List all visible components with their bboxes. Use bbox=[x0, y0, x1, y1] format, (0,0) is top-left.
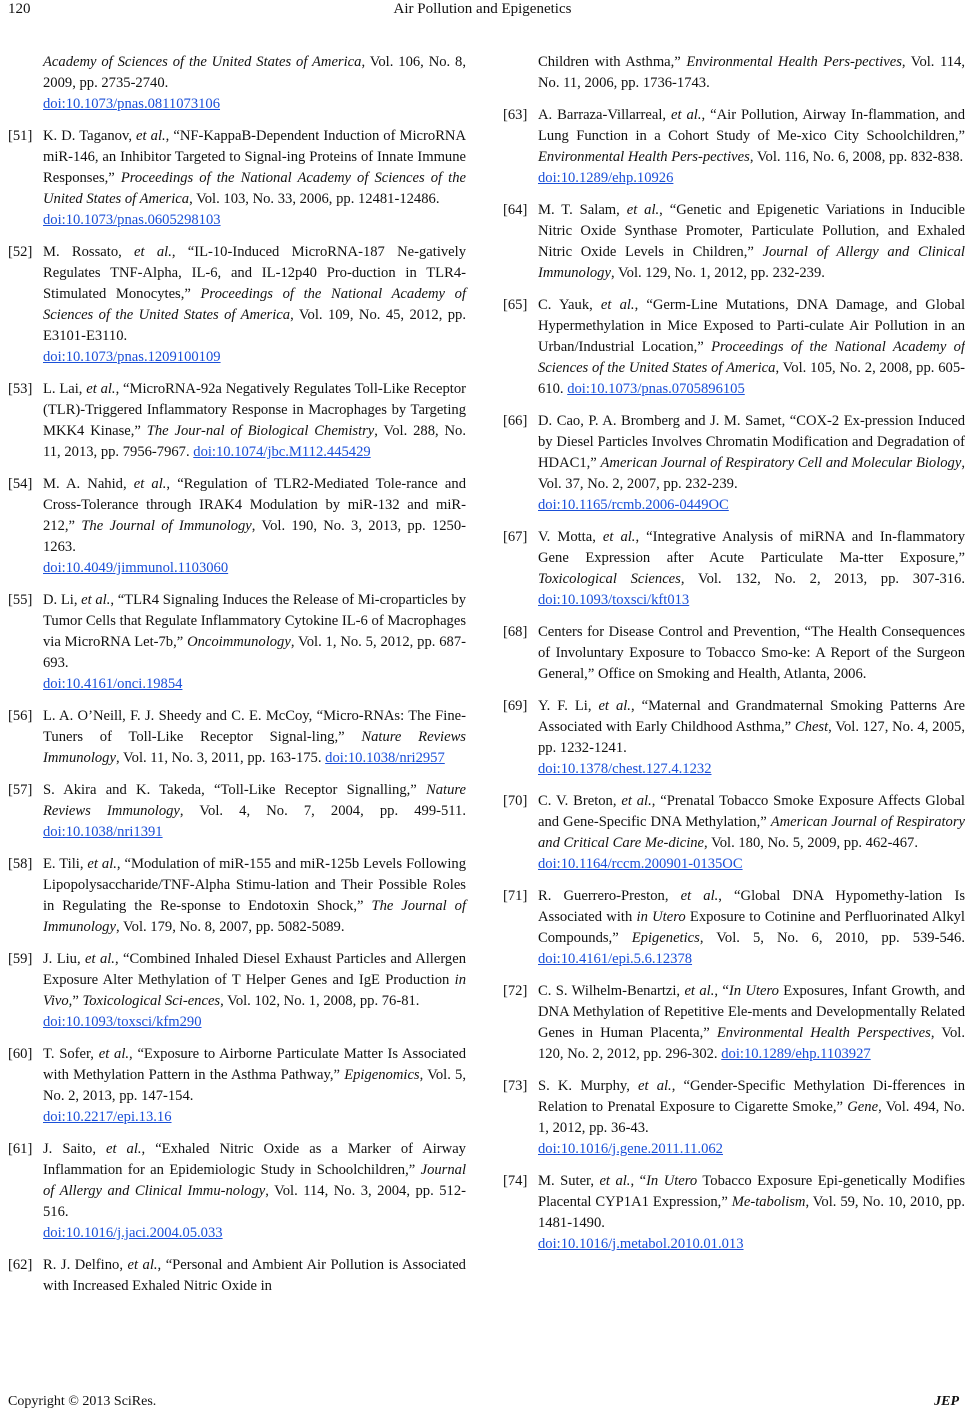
reference-text: M. Suter, et al., “In Utero Tobacco Exposure Epi-genetically Modifies Placental CYP1A1 Expression,” Me-tabolism, Vol. 59, No. 10, 2010, pp. 1481-1490. bbox=[538, 1173, 965, 1231]
reference-number: [51] bbox=[8, 128, 33, 144]
reference-number: [61] bbox=[8, 1141, 33, 1157]
doi-link[interactable]: doi:10.1165/rcmb.2006-0449OC bbox=[538, 497, 729, 513]
reference-entry bbox=[8, 1255, 466, 1297]
reference-entry bbox=[503, 791, 965, 875]
doi-link[interactable]: doi:10.1074/jbc.M112.445429 bbox=[193, 444, 371, 460]
reference-number: [72] bbox=[503, 983, 528, 999]
reference-text: D. Li, et al., “TLR4 Signaling Induces the Release of Mi-croparticles by Tumor Cells that Regulate Inflammatory Cytokine IL-6 of Macrophages via MicroRNA Let-7b,” Oncoimmunology, Vol. 1, No. 5, 2012, pp. 687-693. bbox=[43, 592, 466, 671]
reference-text: V. Motta, et al., “Integrative Analysis of miRNA and In-flammatory Gene Expression after Acute Particulate Ma-tter Exposure,” Toxicological Sciences, Vol. 132, No. 2, 2013, pp. 307-316. bbox=[538, 529, 965, 587]
reference-text: M. Rossato, et al., “IL-10-Induced MicroRNA-187 Ne-gatively Regulates TNF-Alpha, IL-6, and IL-12p40 Pro-duction in TLR4-Stimulated Monocytes,” Proceedings of the National Academy of Sciences of the United States of America, Vol. 109, No. 45, 2012, pp. E3101-E3110. bbox=[43, 244, 467, 344]
reference-number: [68] bbox=[503, 624, 528, 640]
doi-link[interactable]: doi:10.1073/pnas.0705896105 bbox=[567, 381, 745, 397]
reference-text: K. D. Taganov, et al., “NF-KappaB-Dependent Induction of MicroRNA miR-146, an Inhibitor Targeted to Signal-ing Proteins of Innate Immune Responses,” Proceedings of the National Academy of Sciences of the United States of America, Vol. 103, No. 33, 2006, pp. 12481-12486. bbox=[43, 128, 467, 207]
reference-number: [59] bbox=[8, 951, 33, 967]
copyright-notice: Copyright © 2013 SciRes. bbox=[8, 1394, 157, 1409]
reference-text: Centers for Disease Control and Prevention, “The Health Consequences of Involuntary Exposure to Tobacco Smo-ke: A Report of the Surgeon General,” Office on Smoking and Health, Atlanta, 2006. bbox=[538, 624, 965, 682]
reference-text: Academy of Sciences of the United States of America, Vol. 106, No. 8, 2009, pp. 2735-2740. bbox=[43, 54, 467, 91]
reference-entry bbox=[8, 590, 466, 695]
doi-link[interactable]: doi:10.1016/j.jaci.2004.05.033 bbox=[43, 1225, 223, 1241]
doi-link[interactable]: doi:10.2217/epi.13.16 bbox=[43, 1109, 172, 1125]
reference-text: S. Akira and K. Takeda, “Toll-Like Receptor Signalling,” Nature Reviews Immunology, Vol. 4, No. 7, 2004, pp. 499-511. bbox=[43, 782, 466, 819]
reference-entry bbox=[8, 126, 466, 231]
doi-link[interactable]: doi:10.1378/chest.127.4.1232 bbox=[538, 761, 712, 777]
reference-number: [55] bbox=[8, 592, 33, 608]
reference-number: [65] bbox=[503, 297, 528, 313]
reference-number: [69] bbox=[503, 698, 528, 714]
reference-entry bbox=[8, 379, 466, 463]
reference-number: [66] bbox=[503, 413, 528, 429]
references-left-column bbox=[8, 52, 466, 1308]
reference-text: J. Liu, et al., “Combined Inhaled Diesel Exhaust Particles and Allergen Exposure Alter Methylation of T Helper Genes and IgE Production in Vivo,” Toxicological Sci-ences, Vol. 102, No. 1, 2008, pp. 76-81. bbox=[43, 951, 467, 1009]
reference-entry bbox=[8, 780, 466, 843]
page-header bbox=[0, 0, 965, 30]
reference-entry bbox=[503, 200, 965, 284]
page-number: 120 bbox=[8, 1, 31, 17]
reference-entry bbox=[8, 949, 466, 1033]
reference-number: [73] bbox=[503, 1078, 528, 1094]
reference-number: [64] bbox=[503, 202, 528, 218]
reference-number: [70] bbox=[503, 793, 528, 809]
doi-link[interactable]: doi:10.1016/j.gene.2011.11.062 bbox=[538, 1141, 723, 1157]
reference-text: S. K. Murphy, et al., “Gender-Specific Methylation Di-fferences in Relation to Prenatal Exposure to Cigarette Smoke,” Gene, Vol. 494, No. 1, 2012, pp. 36-43. bbox=[538, 1078, 965, 1136]
reference-number: [71] bbox=[503, 888, 528, 904]
doi-link[interactable]: doi:10.1093/toxsci/kft013 bbox=[538, 592, 690, 608]
reference-text: D. Cao, P. A. Bromberg and J. M. Samet, “COX-2 Ex-pression Induced by Diesel Particles Involves Chromatin Modification and Degradation of HDAC1,” American Journal of Respiratory Cell and Molecular Biology, Vol. 37, No. 2, 2007, pp. 232-239. bbox=[538, 413, 965, 492]
reference-entry bbox=[503, 1076, 965, 1160]
doi-link[interactable]: doi:10.1093/toxsci/kfm290 bbox=[43, 1014, 202, 1030]
reference-text: C. Yauk, et al., “Germ-Line Mutations, DNA Damage, and Global Hypermethylation in Mice Exposed to Parti-culate Air Pollution in an Urban/Industrial Location,” Proceedings of the National Academy of Sciences of the United States of America, Vol. 105, No. 2, 2008, pp. 605-610. bbox=[538, 297, 965, 397]
reference-text: L. A. O’Neill, F. J. Sheedy and C. E. McCoy, “Micro-RNAs: The Fine-Tuners of Toll-Like Receptor Signal-ling,” Nature Reviews Immunology, Vol. 11, No. 3, 2011, pp. 163-175. bbox=[43, 708, 466, 766]
reference-text: R. Guerrero-Preston, et al., “Global DNA Hypomethy-lation Is Associated with in Utero Exposure to Cotinine and Perfluorinated Alkyl Compounds,” Epigenetics, Vol. 5, No. 6, 2010, pp. 539-546. bbox=[538, 888, 965, 946]
reference-number: [58] bbox=[8, 856, 33, 872]
reference-text: A. Barraza-Villarreal, et al., “Air Pollution, Airway In-flammation, and Lung Function in a Cohort Study of Me-xico City Schoolchildren,” Environmental Health Pers-pectives, Vol. 116, No. 6, 2008, pp. 832-838. bbox=[538, 107, 965, 165]
doi-link[interactable]: doi:10.1289/ehp.10926 bbox=[538, 170, 674, 186]
reference-entry bbox=[503, 105, 965, 189]
reference-text: C. V. Breton, et al., “Prenatal Tobacco Smoke Exposure Affects Global and Gene-Specific DNA Methylation,” American Journal of Respiratory and Critical Care Me-dicine, Vol. 180, No. 5, 2009, pp. 462-467. bbox=[538, 793, 965, 851]
reference-entry bbox=[8, 1044, 466, 1128]
running-title: Air Pollution and Epigenetics bbox=[393, 1, 572, 17]
reference-entry bbox=[8, 1139, 466, 1244]
doi-link[interactable]: doi:10.1073/pnas.0605298103 bbox=[43, 212, 221, 228]
reference-text: E. Tili, et al., “Modulation of miR-155 and miR-125b Levels Following Lipopolysaccharide/TNF-Alpha Stimu-lation and Their Possible Roles in Regulating the Re-sponse to Endotoxin Shock,” The Journal of Immunology, Vol. 179, No. 8, 2007, pp. 5082-5089. bbox=[43, 856, 466, 935]
reference-number: [52] bbox=[8, 244, 33, 260]
reference-entry bbox=[503, 1171, 965, 1255]
reference-number: [63] bbox=[503, 107, 528, 123]
reference-number: [53] bbox=[8, 381, 33, 397]
reference-number: [62] bbox=[8, 1257, 33, 1273]
reference-number: [57] bbox=[8, 782, 33, 798]
reference-entry bbox=[503, 52, 965, 94]
reference-entry bbox=[503, 622, 965, 685]
reference-number: [54] bbox=[8, 476, 33, 492]
doi-link[interactable]: doi:10.1289/ehp.1103927 bbox=[721, 1046, 871, 1062]
doi-link[interactable]: doi:10.1164/rccm.200901-0135OC bbox=[538, 856, 743, 872]
reference-text: Y. F. Li, et al., “Maternal and Grandmaternal Smoking Patterns Are Associated with Early Childhood Asthma,” Chest, Vol. 127, No. 4, 2005, pp. 1232-1241. bbox=[538, 698, 965, 756]
reference-entry bbox=[503, 295, 965, 400]
doi-link[interactable]: doi:10.1038/nri1391 bbox=[43, 824, 163, 840]
reference-text: T. Sofer, et al., “Exposure to Airborne Particulate Matter Is Associated with Methylation Pattern in the Asthma Pathway,” Epigenomics, Vol. 5, No. 2, 2013, pp. 147-154. bbox=[43, 1046, 466, 1104]
references-right-column bbox=[503, 52, 965, 1266]
doi-link[interactable]: doi:10.1038/nri2957 bbox=[325, 750, 445, 766]
doi-link[interactable]: doi:10.4161/epi.5.6.12378 bbox=[538, 951, 693, 967]
reference-number: [60] bbox=[8, 1046, 33, 1062]
reference-text: Children with Asthma,” Environmental Health Pers-pectives, Vol. 114, No. 11, 2006, pp. 1736-1743. bbox=[538, 54, 965, 91]
reference-entry bbox=[8, 242, 466, 368]
doi-link[interactable]: doi:10.4049/jimmunol.1103060 bbox=[43, 560, 229, 576]
reference-entry bbox=[503, 696, 965, 780]
reference-number: [74] bbox=[503, 1173, 528, 1189]
reference-entry bbox=[503, 886, 965, 970]
reference-text: J. Saito, et al., “Exhaled Nitric Oxide as a Marker of Airway Inflammation for an Epidemiologic Study in Schoolchildren,” Journal of Allergy and Clinical Immu-nology, Vol. 114, No. 3, 2004, pp. 512-516. bbox=[43, 1141, 466, 1220]
reference-entry bbox=[8, 52, 466, 115]
reference-entry bbox=[503, 981, 965, 1065]
doi-link[interactable]: doi:10.1073/pnas.1209100109 bbox=[43, 349, 221, 365]
reference-text: L. Lai, et al., “MicroRNA-92a Negatively Regulates Toll-Like Receptor (TLR)-Triggered Inflammatory Response in Macrophages by Targeting MKK4 Kinase,” The Jour-nal of Biological Chemistry, Vol. 288, No. 11, 2013, pp. 7956-7967. bbox=[43, 381, 467, 460]
reference-text: C. S. Wilhelm-Benartzi, et al., “In Utero Exposures, Infant Growth, and DNA Methylation of Repetitive Ele-ments and Developmentally Related Genes in Human Placenta,” Environmental Health Perspectives, Vol. 120, No. 2, 2012, pp. 296-302. bbox=[538, 983, 965, 1062]
reference-entry bbox=[8, 854, 466, 938]
journal-abbreviation: JEP bbox=[934, 1394, 959, 1409]
doi-link[interactable]: doi:10.4161/onci.19854 bbox=[43, 676, 183, 692]
reference-entry bbox=[503, 411, 965, 516]
reference-number: [56] bbox=[8, 708, 33, 724]
reference-entry bbox=[503, 527, 965, 611]
reference-number: [67] bbox=[503, 529, 528, 545]
reference-entry bbox=[8, 474, 466, 579]
doi-link[interactable]: doi:10.1073/pnas.0811073106 bbox=[43, 96, 221, 112]
reference-entry bbox=[8, 706, 466, 769]
reference-text: M. T. Salam, et al., “Genetic and Epigenetic Variations in Inducible Nitric Oxide Synthase Promoter, Particulate Pollution, and Exhaled Nitric Oxide Levels in Children,” Journal of Allergy and Clinical Immunology, Vol. 129, No. 1, 2012, pp. 232-239. bbox=[538, 202, 965, 281]
doi-link[interactable]: doi:10.1016/j.metabol.2010.01.013 bbox=[538, 1236, 744, 1252]
reference-text: R. J. Delfino, et al., “Personal and Ambient Air Pollution is Associated with Increased Exhaled Nitric Oxide in bbox=[43, 1257, 466, 1294]
reference-text: M. A. Nahid, et al., “Regulation of TLR2-Mediated Tole-rance and Cross-Tolerance through IRAK4 Modulation by miR-132 and miR-212,” The Journal of Immunology, Vol. 190, No. 3, 2013, pp. 1250-1263. bbox=[43, 476, 466, 555]
